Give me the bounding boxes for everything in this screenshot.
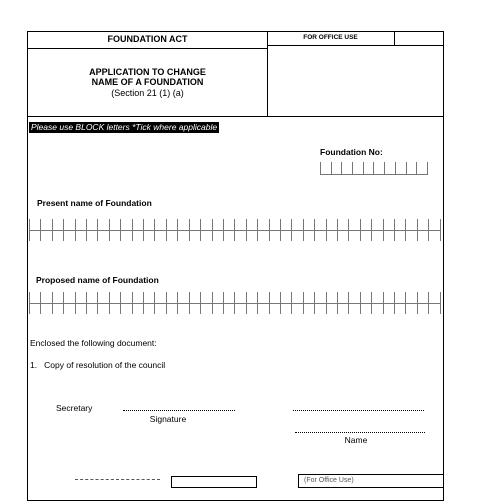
comb-tick xyxy=(352,162,353,174)
present-name-field[interactable] xyxy=(29,219,441,241)
comb-tick xyxy=(373,162,374,174)
comb-tick xyxy=(189,219,190,241)
proposed-name-field[interactable] xyxy=(29,292,441,314)
instruction-banner xyxy=(29,122,219,133)
comb-tick xyxy=(52,219,53,241)
comb-tick xyxy=(360,219,361,241)
application-title-line1: APPLICATION TO CHANGE xyxy=(89,67,206,77)
comb-tick xyxy=(363,162,364,174)
comb-tick xyxy=(63,219,64,241)
act-title: FOUNDATION ACT xyxy=(107,34,188,44)
secretary-name-line[interactable] xyxy=(295,432,425,433)
name-label: Name xyxy=(344,435,368,445)
comb-tick xyxy=(280,219,281,241)
comb-tick xyxy=(86,219,87,241)
comb-tick xyxy=(383,219,384,241)
comb-tick xyxy=(143,219,144,241)
comb-tick xyxy=(29,292,30,314)
comb-tick xyxy=(120,292,121,314)
comb-tick xyxy=(395,162,396,174)
comb-tick xyxy=(320,162,321,174)
comb-tick xyxy=(428,219,429,241)
comb-tick xyxy=(97,219,98,241)
comb-tick xyxy=(246,219,247,241)
comb-tick xyxy=(212,292,213,314)
comb-tick xyxy=(280,292,281,314)
comb-tick xyxy=(383,292,384,314)
comb-tick xyxy=(331,162,332,174)
comb-tick xyxy=(371,219,372,241)
comb-tick xyxy=(234,219,235,241)
comb-tick xyxy=(314,219,315,241)
comb-tick xyxy=(75,292,76,314)
comb-tick xyxy=(120,219,121,241)
present-name-label: Present name of Foundation xyxy=(37,198,152,208)
comb-tick xyxy=(348,219,349,241)
document-item-1: 1. Copy of resolution of the council xyxy=(30,360,166,370)
comb-tick xyxy=(109,219,110,241)
secretary-label: Secretary xyxy=(56,403,93,413)
comb-tick xyxy=(303,292,304,314)
comb-tick xyxy=(132,219,133,241)
comb-tick xyxy=(405,219,406,241)
comb-tick xyxy=(234,292,235,314)
comb-tick xyxy=(246,292,247,314)
comb-tick xyxy=(154,219,155,241)
foundation-no-field[interactable] xyxy=(320,162,428,175)
comb-tick xyxy=(29,219,30,241)
comb-tick xyxy=(40,292,41,314)
comb-tick xyxy=(166,219,167,241)
comb-tick xyxy=(63,292,64,314)
comb-tick xyxy=(86,292,87,314)
comb-tick xyxy=(416,162,417,174)
application-title-line2: NAME OF A FOUNDATION xyxy=(91,77,204,87)
comb-tick xyxy=(427,162,428,174)
comb-tick xyxy=(200,292,201,314)
office-use-split xyxy=(394,31,395,45)
section-reference: (Section 21 (1) (a) xyxy=(111,88,184,98)
comb-tick xyxy=(177,292,178,314)
comb-tick xyxy=(291,292,292,314)
comb-tick xyxy=(394,292,395,314)
comb-tick xyxy=(440,292,441,314)
comb-tick xyxy=(360,292,361,314)
comb-tick xyxy=(75,219,76,241)
comb-tick xyxy=(52,292,53,314)
comb-tick xyxy=(417,292,418,314)
comb-tick xyxy=(303,219,304,241)
signature-label: Signature xyxy=(149,414,187,424)
comb-tick xyxy=(394,219,395,241)
comb-tick xyxy=(314,292,315,314)
act-title-divider xyxy=(27,48,268,49)
secretary-extra-line[interactable] xyxy=(293,410,424,411)
comb-tick xyxy=(326,219,327,241)
comb-tick xyxy=(291,219,292,241)
office-use-divider xyxy=(267,45,444,46)
comb-tick xyxy=(257,219,258,241)
comb-tick xyxy=(223,219,224,241)
office-use-box xyxy=(267,31,444,117)
comb-tick xyxy=(200,219,201,241)
secretary-signature-line[interactable] xyxy=(123,410,235,411)
comb-tick xyxy=(132,292,133,314)
comb-tick xyxy=(154,292,155,314)
foundation-no-label: Foundation No: xyxy=(320,147,383,157)
comb-tick xyxy=(177,219,178,241)
comb-tick xyxy=(326,292,327,314)
comb-tick xyxy=(223,292,224,314)
comb-tick xyxy=(109,292,110,314)
comb-tick xyxy=(348,292,349,314)
comb-tick xyxy=(428,292,429,314)
comb-tick xyxy=(269,292,270,314)
comb-tick xyxy=(341,162,342,174)
comb-tick xyxy=(212,219,213,241)
bottom-office-label: (For Office Use) xyxy=(304,477,354,484)
comb-tick xyxy=(269,219,270,241)
comb-tick xyxy=(440,219,441,241)
comb-tick xyxy=(143,292,144,314)
documents-intro: Enclosed the following document: xyxy=(30,338,157,348)
comb-tick xyxy=(97,292,98,314)
comb-tick xyxy=(384,162,385,174)
comb-tick xyxy=(405,292,406,314)
comb-tick xyxy=(406,162,407,174)
comb-tick xyxy=(417,219,418,241)
bottom-small-box xyxy=(171,476,257,488)
comb-tick xyxy=(40,219,41,241)
comb-tick xyxy=(257,292,258,314)
office-use-label: FOR OFFICE USE xyxy=(303,34,358,41)
comb-tick xyxy=(337,292,338,314)
comb-tick xyxy=(371,292,372,314)
proposed-name-label: Proposed name of Foundation xyxy=(36,275,159,285)
comb-tick xyxy=(189,292,190,314)
comb-tick xyxy=(337,219,338,241)
instruction-text: Please use BLOCK letters *Tick where applicable xyxy=(31,122,218,132)
comb-tick xyxy=(166,292,167,314)
